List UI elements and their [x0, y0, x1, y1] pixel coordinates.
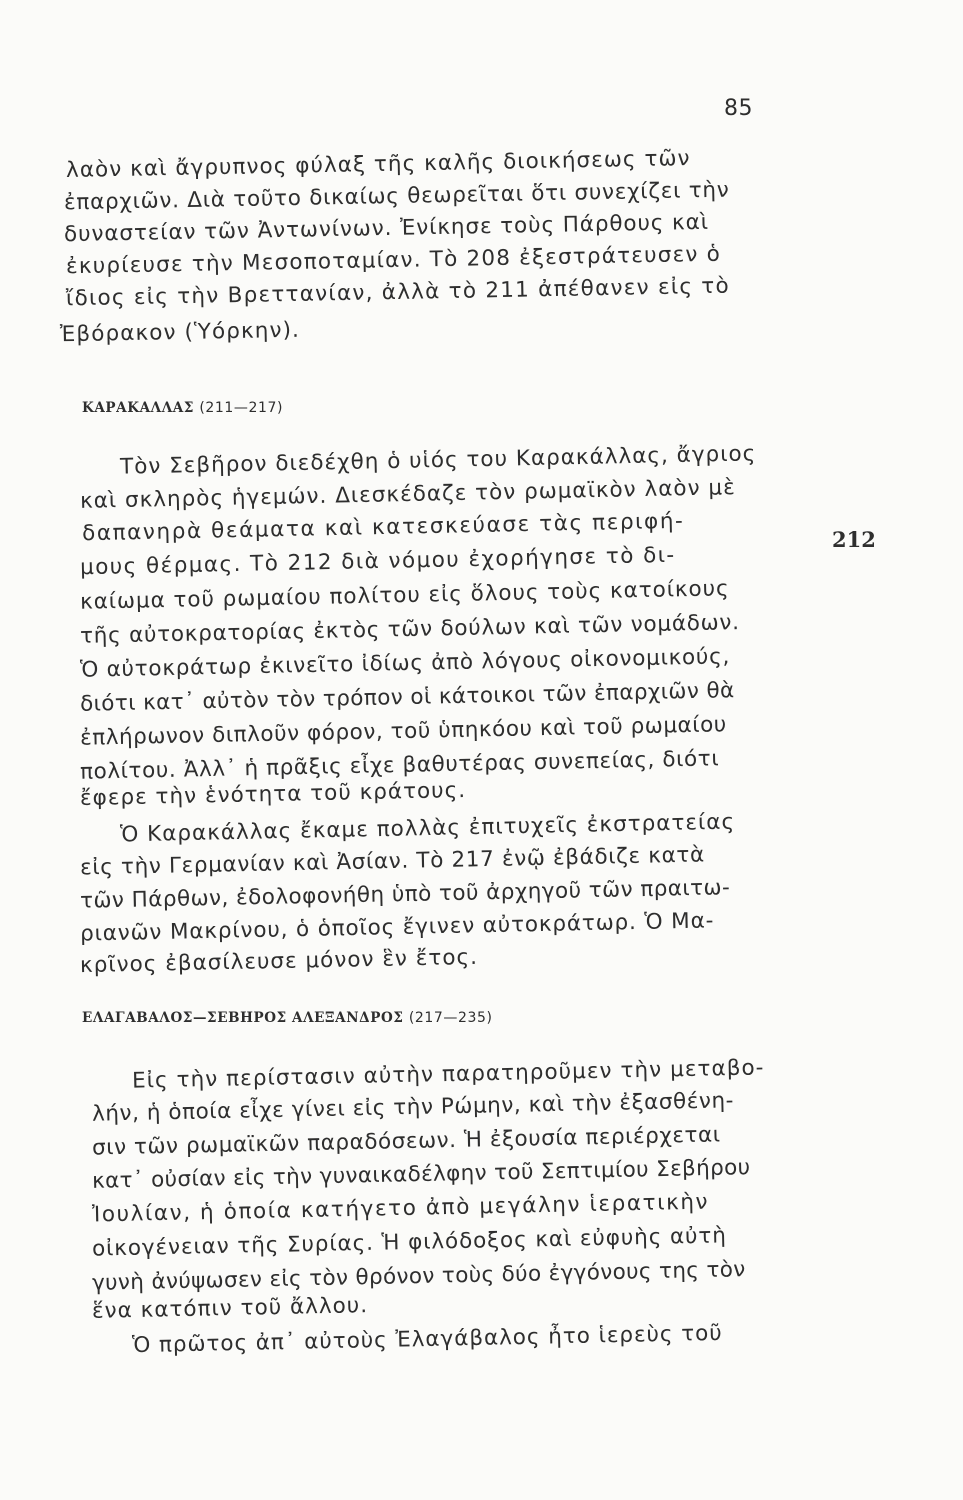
text-line: καίωμα τοῦ ρωμαίου πολίτου εἰς ὅλους τοὺς κατοίκους	[79, 576, 730, 615]
margin-year-note: 212	[832, 527, 876, 552]
text-line: λαὸν καὶ ἄγρυπνος φύλαξ τῆς καλῆς διοικήσεως τῶν	[65, 146, 691, 183]
text-line: εἰς τὴν Γερμανίαν καὶ Ἀσίαν. Τὸ 217 ἐνῷ ἐβάδιζε κατὰ	[79, 842, 706, 881]
text-line: δαπανηρὰ θεάματα καὶ κατεσκεύασε τὰς περιφή-	[81, 508, 685, 547]
text-line: ἐπλήρωνον διπλοῦν φόρον, τοῦ ὑπηκόου καὶ τοῦ ρωμαίου	[79, 712, 728, 751]
text-line: μους θέρμας. Τὸ 212 διὰ νόμου ἐχορήγησε τὸ δι-	[79, 542, 676, 581]
section-heading-caracalla	[82, 400, 283, 416]
text-line: γυνὴ ἀνύψωσεν εἰς τὸν θρόνον τοὺς δύο ἐγγόνους της τὸν	[91, 1257, 746, 1296]
text-line: κατ᾿ οὐσίαν εἰς τὴν γυναικαδέλφην τοῦ Σεπτιμίου Σεβήρου	[91, 1155, 751, 1194]
section-heading-elagabalus	[82, 1010, 493, 1026]
page-number: 85	[724, 96, 753, 121]
text-line: Ἐβόρακον (Ὑόρκην).	[59, 317, 301, 348]
text-line: Ἰουλίαν, ἡ ὁποία κατήγετο ἀπὸ μεγάλην ἱερατικὴν	[91, 1189, 710, 1228]
text-line: Τὸν Σεβῆρον διεδέχθη ὁ υἱός του Καρακάλλας, ἄγριος	[119, 441, 757, 480]
text-line: ριανῶν Μακρίνου, ὁ ὁποῖος ἔγινεν αὐτοκράτωρ. Ὁ Μα-	[79, 908, 715, 947]
text-line: σιν τῶν ρωμαϊκῶν παραδόσεων. Ἡ ἐξουσία περιέρχεται	[91, 1122, 721, 1161]
text-line: Εἰς τὴν περίστασιν αὐτὴν παρατηροῦμεν τὴν μεταβο-	[131, 1055, 765, 1094]
text-line: πολίτου. Ἀλλ᾿ ἡ πρᾶξις εἶχε βαθυτέρας συνεπείας, διότι	[79, 746, 720, 785]
text-line: ἐπαρχιῶν. Διὰ τοῦτο δικαίως θεωρεῖται ὅτι συνεχίζει τὴν	[63, 177, 730, 216]
heading-title: ΚΑΡΑΚΑΛΛΑΣ	[82, 400, 195, 416]
text-line: οἰκογένειαν τῆς Συρίας. Ἡ φιλόδοξος καὶ εὐφυὴς αὐτὴ	[91, 1223, 727, 1262]
text-line: ἴδιος εἰς τὴν Βρεττανίαν, ἀλλὰ τὸ 211 ἀπέθανεν εἰς τὸ	[65, 273, 731, 312]
text-line: καὶ σκληρὸς ἡγεμών. Διεσκέδαζε τὸν ρωμαϊκὸν λαὸν μὲ	[79, 475, 736, 514]
text-line: ἕνα κατόπιν τοῦ ἄλλου.	[91, 1293, 369, 1324]
text-line: ἔφερε τὴν ἑνότητα τοῦ κράτους.	[79, 777, 467, 812]
text-line: λήν, ἡ ὁποία εἶχε γίνει εἰς τὴν Ρώμην, καὶ τὴν ἐξασθένη-	[91, 1088, 735, 1127]
text-line: κρῖνος ἐβασίλευσε μόνον ἓν ἔτος.	[79, 944, 479, 979]
heading-title: ΕΛΑΓΑΒΑΛΟΣ—ΣΕΒΗΡΟΣ ΑΛΕΞΑΝΔΡΟΣ	[82, 1010, 404, 1026]
text-line: Ὁ Καρακάλλας ἔκαμε πολλὰς ἐπιτυχεῖς ἐκστρατείας	[119, 809, 736, 848]
text-line: δυναστείαν τῶν Ἀντωνίνων. Ἐνίκησε τοὺς Πάρθους καὶ	[63, 209, 710, 248]
text-line: Ὁ αὐτοκράτωρ ἐκινεῖτο ἰδίως ἀπὸ λόγους οἰκονομικούς,	[79, 644, 731, 683]
heading-date-range: (211—217)	[199, 400, 284, 416]
text-line: Ὁ πρῶτος ἀπ᾿ αὐτοὺς Ἐλαγάβαλος ἦτο ἱερεὺς τοῦ	[131, 1320, 723, 1359]
heading-date-range: (217—235)	[408, 1010, 493, 1026]
text-line: τῆς αὐτοκρατορίας ἐκτὸς τῶν δούλων καὶ τῶν νομάδων.	[79, 610, 741, 649]
text-line: ἐκυρίευσε τὴν Μεσοποταμίαν. Τὸ 208 ἐξεστράτευσεν ὁ	[65, 241, 722, 280]
text-line: τῶν Πάρθων, ἐδολοφονήθη ὑπὸ τοῦ ἀρχηγοῦ τῶν πραιτω-	[79, 875, 731, 914]
text-line: διότι κατ᾿ αὐτὸν τὸν τρόπον οἱ κάτοικοι τῶν ἐπαρχιῶν θὰ	[79, 678, 735, 717]
